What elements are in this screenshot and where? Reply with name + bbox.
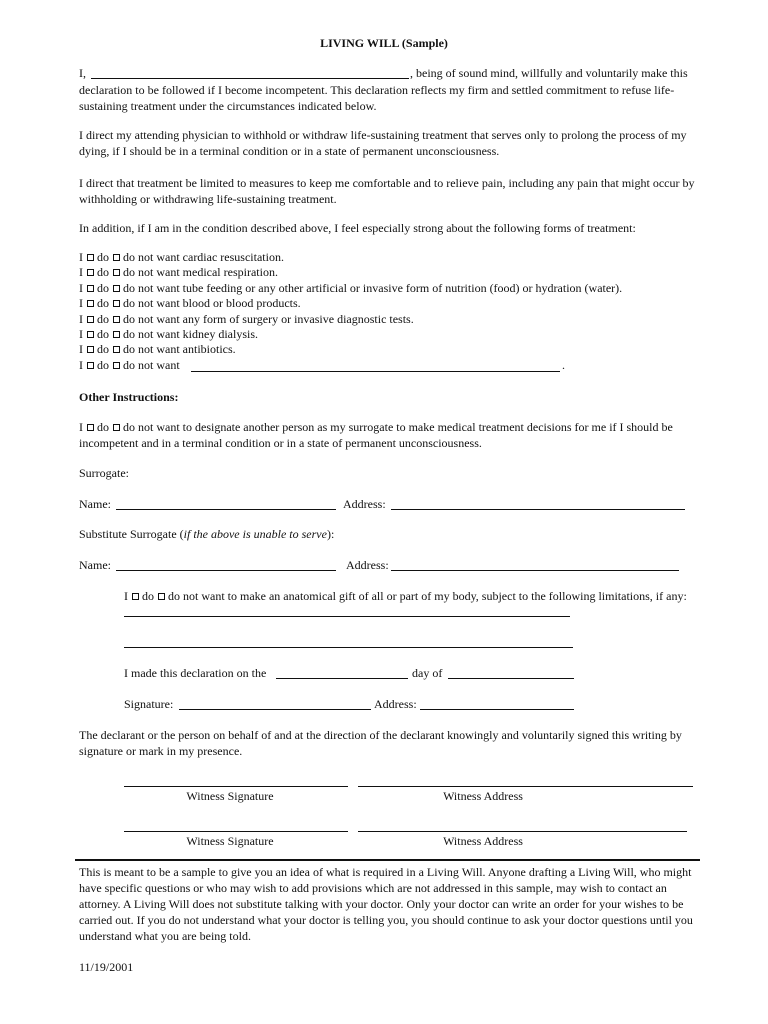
intro-rest: declaration to be followed if I become incompetent. This declaration reflects my firm and settled commitment to refuse life-sustaining treatment under the circumstances indicated below. [79, 83, 675, 113]
do-checkbox[interactable] [87, 269, 94, 276]
treatment-option [79, 312, 414, 327]
witness-1-signature-field[interactable] [124, 786, 348, 787]
option-i: I [79, 327, 83, 341]
do-checkbox[interactable] [87, 316, 94, 323]
witness-2-signature-label: Witness Signature [186, 834, 274, 848]
treatment-option [79, 342, 236, 357]
intro-suffix: , being of sound mind, willfully and voluntarily make this [410, 66, 688, 80]
option-do: do [97, 327, 109, 341]
do-checkbox[interactable] [87, 254, 94, 261]
witness-2-address-label: Witness Address [443, 834, 523, 848]
option-label: do not want kidney dialysis. [123, 327, 258, 341]
other-instructions-heading: Other Instructions: [79, 390, 179, 404]
witness-1-signature-label: Witness Signature [186, 789, 274, 803]
footer-note: This is meant to be a sample to give you an idea of what is required in a Living Will. Anyone drafting a Living Will, who might have specific questions or who may wish to add provisions which are not addressed in this sample, may wish to contact an attorney. A Living Will does not substitute talking with your doctor. Only your doctor can write an order for your wishes to be carried out. If you do not understand what your doctor is telling you, you should continue to ask your doctor questions until you understand what you are being told. [79, 865, 693, 943]
document-title: LIVING WILL (Sample) [320, 36, 448, 50]
witness-1-address-label: Witness Address [443, 789, 523, 803]
signature-address-label: Address: [374, 697, 417, 711]
option-do: do [97, 250, 109, 264]
signature-label: Signature: [124, 697, 174, 711]
document-date: 11/19/2001 [79, 960, 134, 974]
do-checkbox[interactable] [87, 346, 94, 353]
treatment-option [79, 265, 278, 280]
surrogate-paragraph [79, 419, 701, 451]
do-not-checkbox[interactable] [113, 346, 120, 353]
signature-field[interactable] [179, 709, 371, 710]
declaration-day-label: day of [412, 666, 443, 680]
option-label: do not want blood or blood products. [123, 296, 301, 311]
option-i: I [79, 265, 83, 280]
do-not-checkbox[interactable] [113, 254, 120, 261]
option-other-label: do not want [123, 358, 180, 372]
treatment-option [79, 327, 258, 342]
option-i: I [79, 296, 83, 311]
witness-2-signature-field[interactable] [124, 831, 348, 832]
paragraph-withhold: I direct my attending physician to withhold or withdraw life-sustaining treatment that serves only to prolong the process of my dying, if I should be in a terminal condition or in a state of permanent unconsciousness. [79, 128, 687, 158]
do-not-checkbox[interactable] [113, 269, 120, 276]
option-do: do [97, 280, 109, 295]
do-not-checkbox[interactable] [113, 362, 120, 369]
option-other-field[interactable] [191, 371, 560, 372]
option-i: I [79, 311, 83, 326]
substitute-address-field[interactable] [391, 570, 679, 571]
anatomical-text: do not want to make an anatomical gift of all or part of my body, subject to the following limitations, if any: [168, 589, 687, 603]
treatment-option [79, 250, 284, 265]
footer-divider [75, 859, 700, 861]
option-do: do [97, 358, 109, 372]
declaration-label: I made this declaration on the [124, 666, 267, 680]
surrogate-name-field[interactable] [116, 509, 336, 510]
option-label: do not want antibiotics. [123, 342, 236, 357]
substitute-name-field[interactable] [116, 570, 336, 571]
do-checkbox[interactable] [87, 300, 94, 307]
paragraph-addition: In addition, if I am in the condition described above, I feel especially strong about the following forms of treatment: [79, 221, 636, 235]
substitute-address-label: Address: [346, 558, 389, 572]
option-do: do [97, 296, 109, 311]
do-checkbox[interactable] [87, 331, 94, 338]
surrogate-name-label: Name: [79, 497, 111, 511]
do-not-checkbox[interactable] [113, 285, 120, 292]
do-checkbox[interactable] [87, 285, 94, 292]
anatomical-do-not-checkbox[interactable] [158, 593, 165, 600]
option-label: do not want any form of surgery or invasive diagnostic tests. [123, 311, 414, 326]
anatomical-do: do [142, 589, 154, 603]
option-i: I [79, 342, 83, 357]
substitute-label: Substitute Surrogate (if the above is unable to serve): [79, 527, 335, 541]
treatment-option [79, 296, 301, 311]
option-other-period: . [562, 358, 565, 372]
limitations-field-2[interactable] [124, 647, 573, 648]
surrogate-text: do not want to designate another person as my surrogate to make medical treatment decisions for me if I should be incompetent and in a terminal condition or in a state of permanent unconsciousness. [79, 420, 673, 450]
substitute-name-label: Name: [79, 558, 111, 572]
signature-address-field[interactable] [420, 709, 574, 710]
treatment-option [79, 281, 622, 296]
option-i: I [79, 358, 83, 372]
declaration-month-field[interactable] [448, 678, 574, 679]
declarant-paragraph: The declarant or the person on behalf of and at the direction of the declarant knowingly and voluntarily signed this writing by signature or mark in my presence. [79, 728, 682, 758]
option-do: do [97, 342, 109, 357]
paragraph-limited: I direct that treatment be limited to measures to keep me comfortable and to relieve pain, including any pain that might occur by withholding or withdrawing life-sustaining treatment. [79, 176, 695, 206]
option-do: do [97, 311, 109, 326]
option-do: do [97, 265, 109, 280]
option-label: do not want tube feeding or any other artificial or invasive form of nutrition (food) or hydration (water). [123, 280, 623, 295]
do-not-checkbox[interactable] [113, 300, 120, 307]
surrogate-do-checkbox[interactable] [87, 424, 94, 431]
declaration-day-field[interactable] [276, 678, 408, 679]
option-i: I [79, 250, 83, 264]
witness-2-address-field[interactable] [358, 831, 687, 832]
witness-1-address-field[interactable] [358, 786, 693, 787]
anatomical-do-checkbox[interactable] [132, 593, 139, 600]
option-other [79, 358, 180, 373]
surrogate-label: Surrogate: [79, 466, 129, 480]
surrogate-i: I [79, 420, 83, 434]
option-label: do not want medical respiration. [123, 265, 278, 280]
option-label: do not want cardiac resuscitation. [123, 250, 284, 264]
option-i: I [79, 280, 83, 295]
anatomical-gift-line [124, 589, 687, 604]
declarant-name-field[interactable] [91, 78, 409, 79]
surrogate-do: do [97, 420, 109, 434]
do-checkbox[interactable] [87, 362, 94, 369]
surrogate-do-not-checkbox[interactable] [113, 424, 120, 431]
do-not-checkbox[interactable] [113, 316, 120, 323]
intro-prefix: I, [79, 66, 86, 80]
surrogate-address-label: Address: [343, 497, 386, 511]
limitations-field-1[interactable] [124, 616, 570, 617]
anatomical-i: I [124, 589, 128, 603]
do-not-checkbox[interactable] [113, 331, 120, 338]
surrogate-address-field[interactable] [391, 509, 685, 510]
